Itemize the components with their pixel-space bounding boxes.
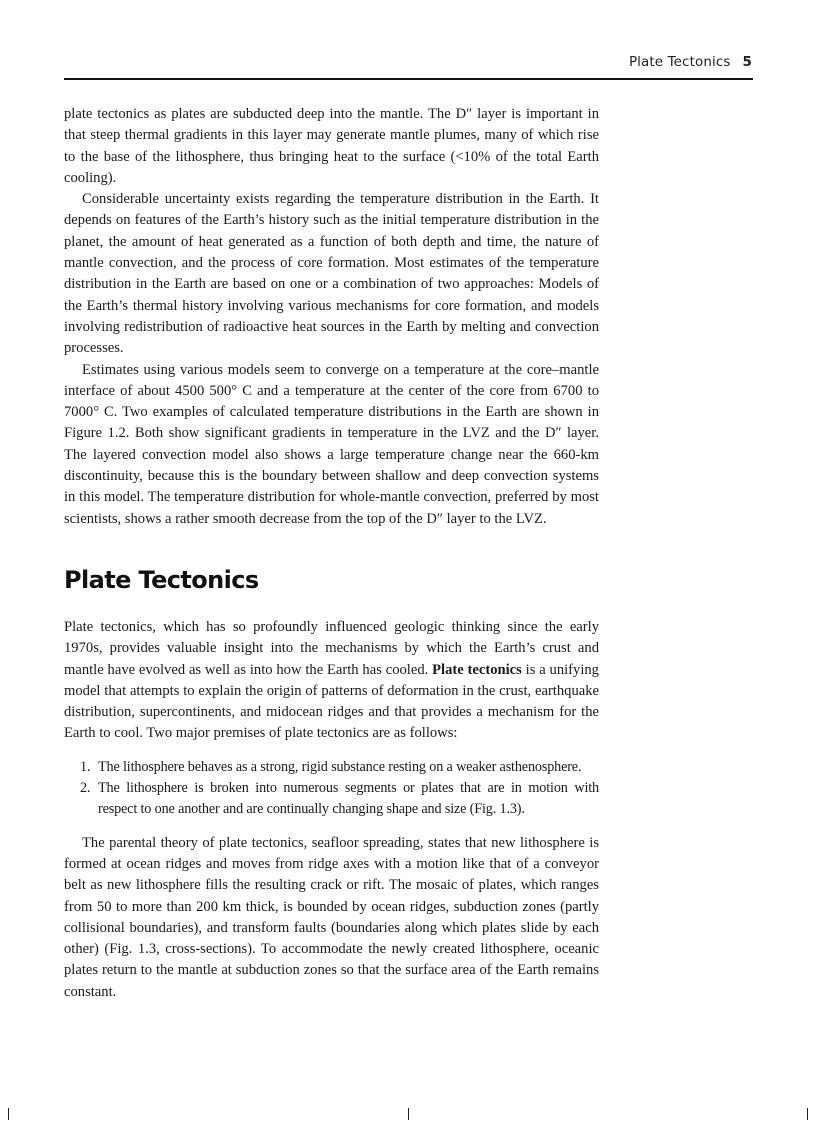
- paragraph-temperature-estimates: Estimates using various models seem to converge on a temperature at the core–mantle interface of about 4500 500° C and a temperature at the center of the core from 6700 to 7000° C. Two examples of calculated temperature distributions in the Earth are shown in Figure 1.2. Both show significant gradients in temperature in the LVZ and the D″ layer. The layered convection model also shows a large temperature change near the 660-km discontinuity, because this is the boundary between shallow and deep convection systems in this model. The temperature distribution for whole-mantle convection, preferred by most scientists, shows a rather smooth decrease from the top of the D″ layer to the LVZ.: [64, 361, 599, 527]
- paragraph-seafloor-spreading: The parental theory of plate tectonics, seafloor spreading, states that new lithosphere is formed at ocean ridges and moves from ridge axes with a motion like that of a conveyor belt as new lithosphere fills the resulting crack or rift. The mosaic of plates, which ranges from 50 to more than 200 km thick, is bounded by ocean ridges, subduction zones (partly collisional boundaries), and transform faults (boundaries along which plates slide by each other) (Fig. 1.3, cross-sections). To accommodate the newly created lithosphere, oceanic plates return to the mantle at subduction zones so that the surface area of the Earth remains constant.: [64, 834, 599, 1000]
- intro-text-start: Plate tectonics, which has so profoundly influenced geologic thinking since the early 1970s, provides valuable insight into the mechanisms by which the Earth’s crust and mantle have evolved as well as into how the Earth has cooled.: [64, 618, 599, 678]
- crop-mark-center: [408, 1108, 409, 1120]
- page-number: 5: [742, 54, 752, 70]
- intro-text-end: is a unifying model that attempts to explain the origin of patterns of deformation in the crust, earthquake distribution, supercontinents, and midocean ridges and that provides a mechanism for the Earth to cool. Two major premises of plate tectonics are as follows:: [64, 661, 599, 742]
- crop-mark-right: [807, 1108, 808, 1120]
- list-item-text: The lithosphere is broken into numerous segments or plates that are in motion with respect to one another and are continually changing shape and size (Fig. 1.3).: [98, 780, 599, 818]
- page-body: [64, 104, 599, 1003]
- paragraph-plate-tectonics-intro: [64, 617, 599, 745]
- premises-list: [64, 757, 599, 821]
- crop-mark-left: [8, 1108, 9, 1120]
- key-term-plate-tectonics: Plate tectonics: [432, 661, 522, 678]
- header-rule: [64, 78, 753, 80]
- running-head: [64, 54, 752, 72]
- paragraph-temperature-uncertainty: Considerable uncertainty exists regarding the temperature distribution in the Earth. It depends on features of the Earth’s history such as the initial temperature distribution in the planet, the amount of heat generated as a function of both depth and time, the nature of mantle convection, and the process of core formation. Most estimates of the temperature distribution in the Earth are based on one or a combination of two approaches: Models of the Earth’s thermal history involving various mechanisms for core formation, and models involving redistribution of radioactive heat sources in the Earth by melting and convection processes.: [64, 191, 599, 357]
- list-item-text: The lithosphere behaves as a strong, rigid substance resting on a weaker asthenosphere.: [98, 758, 582, 775]
- list-item: [64, 757, 599, 778]
- running-title: Plate Tectonics: [628, 54, 731, 70]
- list-item-number: 1.: [80, 758, 91, 775]
- list-item-number: 2.: [80, 780, 91, 797]
- section-title: Plate Tectonics: [64, 565, 259, 594]
- paragraph-d-layer: plate tectonics as plates are subducted deep into the mantle. The D″ layer is important in that steep thermal gradients in this layer may generate mantle plumes, many of which rise to the base of the lithosphere, thus bringing heat to the surface (<10% of the total Earth cooling).: [64, 106, 599, 186]
- list-item: [64, 778, 599, 821]
